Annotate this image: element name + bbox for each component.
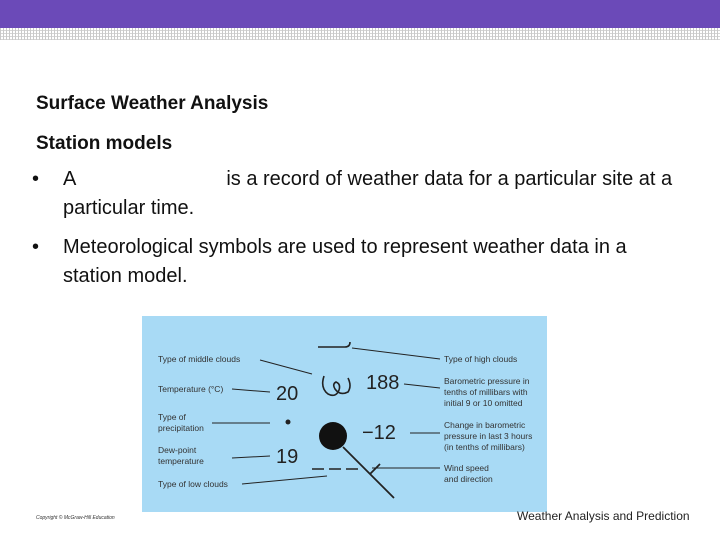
bullet-1-rest: is a record of weather data for a particular site at a particular time.: [63, 168, 673, 219]
wind-barb: [343, 447, 394, 498]
label-middle-clouds: Type of middle clouds: [158, 354, 241, 364]
copyright-notice: Copyright © McGraw-Hill Education: [36, 515, 115, 521]
leader-dewpoint: [232, 456, 270, 458]
label-wind-2: and direction: [444, 474, 493, 484]
high-cloud-symbol: [318, 342, 350, 347]
label-temperature: Temperature (°C): [158, 384, 224, 394]
slide-title: Surface Weather Analysis: [36, 93, 269, 114]
label-pressure-2: tenths of millibars with: [444, 387, 528, 397]
bullet-dot: •: [32, 168, 40, 190]
title-bar: [0, 0, 720, 28]
label-pressure-1: Barometric pressure in: [444, 376, 530, 386]
decorative-stripe: [0, 28, 720, 40]
wind-barb-feather: [370, 464, 380, 474]
label-change-1: Change in barometric: [444, 420, 526, 430]
bullet-1-text: [63, 165, 673, 223]
leader-low-clouds: [242, 476, 327, 484]
slide-subtitle: Station models: [36, 133, 173, 154]
bullet-2-text: Meteorological symbols are used to represent weather data in a station model.: [63, 236, 627, 287]
pressure-value: 188: [366, 372, 400, 394]
bullet-dot: •: [32, 236, 40, 258]
label-change-2: pressure in last 3 hours: [444, 431, 533, 441]
leader-pressure: [404, 384, 440, 388]
leader-middle-clouds: [260, 360, 312, 374]
bullet-1-lead: A: [63, 168, 77, 190]
pressure-change-value: −12: [362, 422, 396, 444]
label-wind-1: Wind speed: [444, 463, 489, 473]
temperature-value: 20: [276, 383, 299, 405]
label-pressure-3: initial 9 or 10 omitted: [444, 398, 523, 408]
label-dewpoint-2: temperature: [158, 456, 204, 466]
precipitation-dot: [286, 420, 291, 425]
station-model-diagram: [142, 316, 547, 512]
label-dewpoint-1: Dew-point: [158, 445, 197, 455]
station-circle: [319, 422, 347, 450]
label-precip-2: precipitation: [158, 423, 204, 433]
label-change-3: (in tenths of millibars): [444, 442, 525, 452]
leader-temperature: [232, 389, 270, 392]
label-low-clouds: Type of low clouds: [158, 479, 228, 489]
leader-high-clouds: [352, 348, 440, 359]
footer-text: Weather Analysis and Prediction: [517, 509, 690, 523]
middle-cloud-symbol: [323, 376, 350, 395]
label-precip-1: Type of: [158, 412, 186, 422]
label-high-clouds: Type of high clouds: [444, 354, 518, 364]
dewpoint-value: 19: [276, 446, 299, 468]
